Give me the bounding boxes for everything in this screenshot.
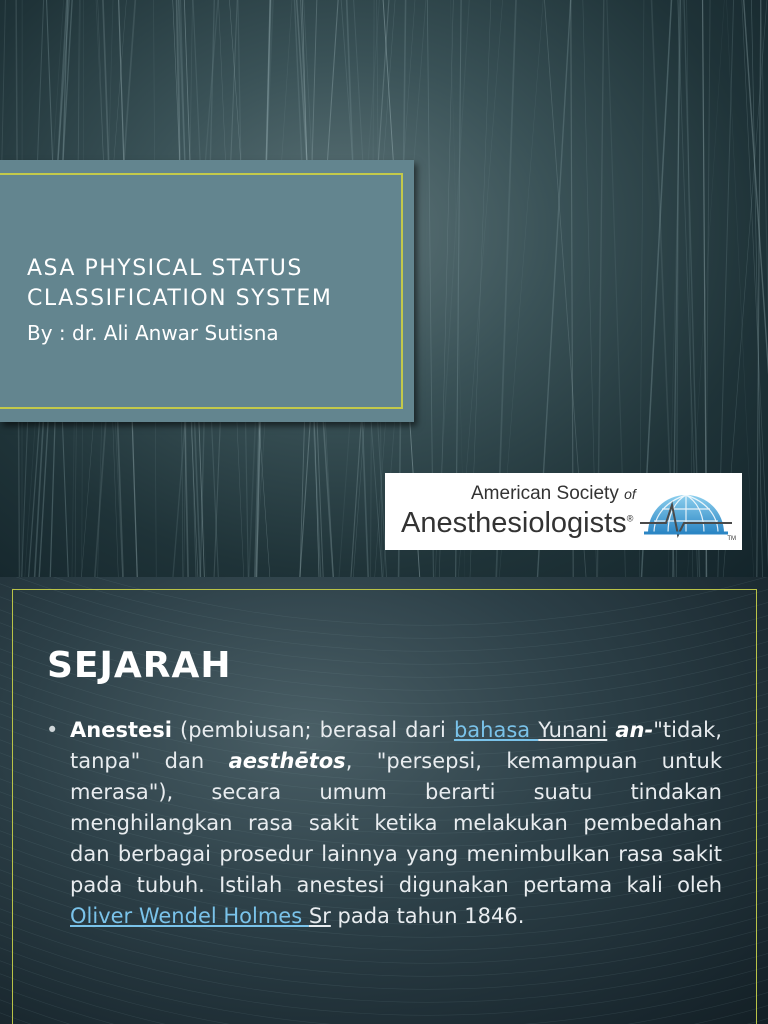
streak-line	[744, 0, 768, 577]
trademark-mark: TM	[727, 536, 736, 542]
bullet-paragraph: • Anestesi (pembiusan; berasal dari bahasa Yunani an-"tidak, tanpa" dan aesthētos, "persepsi, kemampuan untuk merasa"), secara umum berarti suatu tindakan menghilangkan rasa sakit ketika melakukan pembedahan dan berbagai prosedur lainnya yang menimbulkan rasa sakit pada tubuh. Istilah anestesi digunakan pertama kali oleh Oliver Wendel Holmes Sr pada tahun 1846.	[46, 715, 722, 932]
logo-line-1: American Society of	[471, 483, 636, 504]
slide-heading: SEJARAH	[47, 645, 232, 686]
asa-logo	[385, 473, 742, 550]
globe-heartbeat-icon	[640, 483, 732, 541]
presentation-author: By : dr. Ali Anwar Sutisna	[27, 321, 279, 345]
bullet-icon: •	[46, 718, 59, 742]
link-bahasa[interactable]: bahasa	[453, 718, 539, 742]
presentation-title: ASA PHYSICAL STATUS CLASSIFICATION SYSTEM	[27, 256, 333, 311]
slide-2	[0, 577, 768, 1024]
logo-line-2: Anesthesiologists®	[401, 507, 634, 539]
body-text	[46, 715, 722, 932]
link-yunani[interactable]: Yunani	[538, 718, 608, 742]
link-sr[interactable]: Sr	[308, 904, 331, 928]
streak-line	[742, 0, 768, 577]
streak-line	[761, 0, 768, 577]
link-oliver-wendel-holmes[interactable]: Oliver Wendel Holmes	[70, 904, 309, 928]
